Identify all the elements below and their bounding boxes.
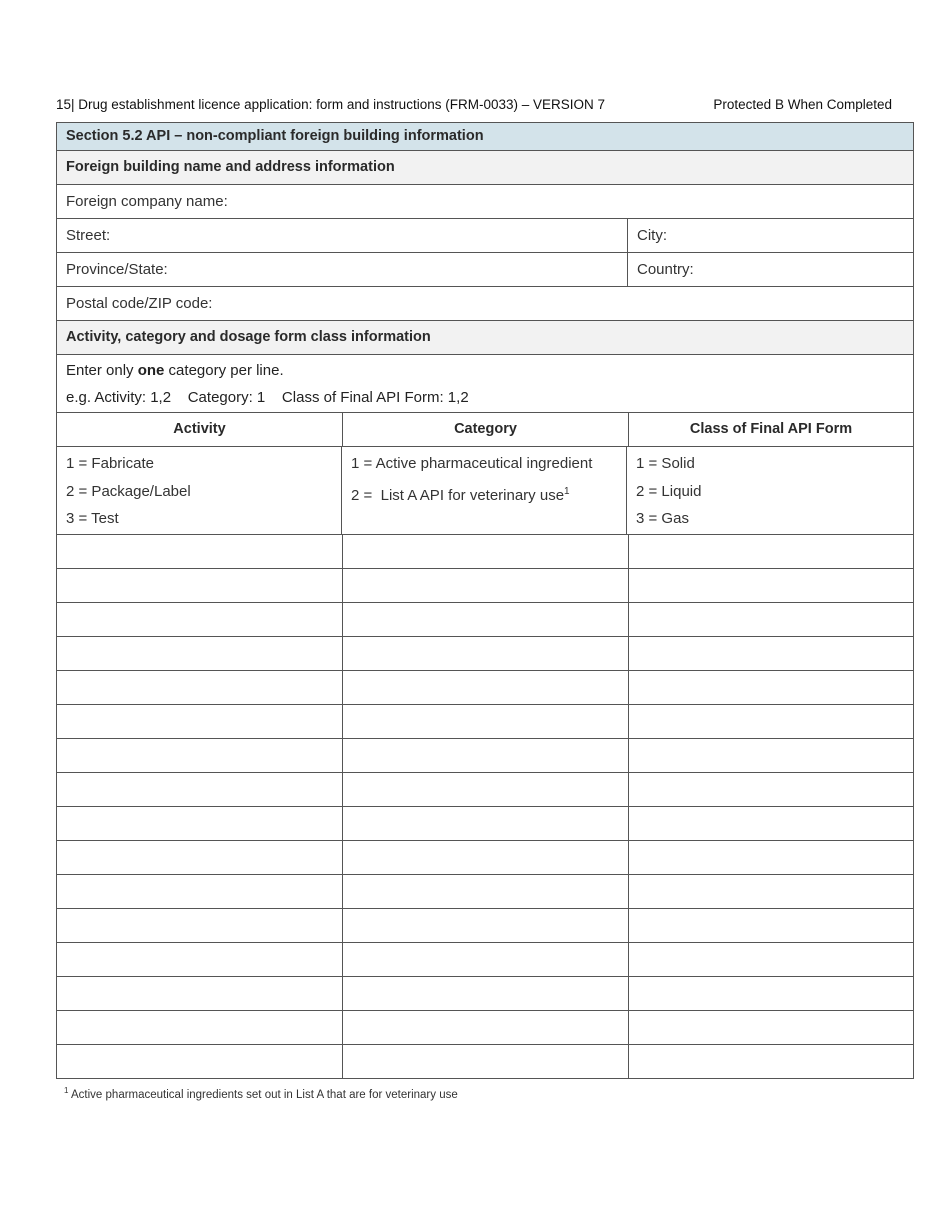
province-country-row [57,253,913,287]
class-entry-cell[interactable] [629,603,913,636]
instruction-text-end: category per line. [164,362,284,379]
class-code: 2 = Liquid [636,482,702,500]
table-row [57,535,913,569]
category-entry-cell[interactable] [343,637,629,670]
footnote-reference: 1 [564,485,570,497]
table-row [57,603,913,637]
class-entry-cell[interactable] [629,943,913,976]
category-code: 2 = List A API for veterinary use [351,486,565,504]
class-entry-cell[interactable] [629,977,913,1010]
activity-entry-cell[interactable] [57,603,343,636]
street-city-row [57,219,913,253]
activity-entry-cell[interactable] [57,875,343,908]
section-title: Section 5.2 API – non-compliant foreign building information [57,123,913,151]
instruction-text: Enter only [66,362,138,379]
category-entry-cell[interactable] [343,671,629,704]
column-header-activity: Activity [57,413,343,446]
country-label: Country: [637,261,694,278]
class-entry-cell[interactable] [629,1045,913,1078]
table-row [57,1011,913,1045]
category-entry-cell[interactable] [343,1045,629,1078]
column-header-category: Category [343,413,629,446]
table-row [57,807,913,841]
header-document-title: 15| Drug establishment licence application: form and instructions (FRM-0033) – VERSION 7 [56,97,605,112]
table-row [57,739,913,773]
street-label: Street: [66,227,111,244]
class-entry-cell[interactable] [629,841,913,874]
category-codes [342,447,627,534]
footnote-text: Active pharmaceutical ingredients set out in List A that are for veterinary use [68,1088,458,1101]
activity-entry-cell[interactable] [57,1011,343,1044]
table-row [57,671,913,705]
activity-entry-cell[interactable] [57,705,343,738]
instructions [57,355,913,413]
table-row [57,909,913,943]
province-label: Province/State: [66,261,168,278]
table-row [57,841,913,875]
entry-rows [57,535,913,1079]
category-entry-cell[interactable] [343,807,629,840]
street-field[interactable] [57,219,628,252]
activity-entry-cell[interactable] [57,773,343,806]
table-row [57,705,913,739]
activity-code: 1 = Fabricate [66,455,154,472]
code-legend-row [57,447,913,535]
footnote [64,1086,458,1101]
activity-entry-cell[interactable] [57,637,343,670]
activity-entry-cell[interactable] [57,943,343,976]
category-entry-cell[interactable] [343,943,629,976]
table-header-row [57,413,913,447]
table-row [57,977,913,1011]
city-label: City: [637,227,667,244]
country-field[interactable] [628,253,913,286]
activity-entry-cell[interactable] [57,807,343,840]
category-entry-cell[interactable] [343,535,629,568]
city-field[interactable] [628,219,913,252]
class-entry-cell[interactable] [629,739,913,772]
category-entry-cell[interactable] [343,739,629,772]
building-info-heading: Foreign building name and address information [57,151,913,185]
page-header [56,97,892,115]
category-entry-cell[interactable] [343,705,629,738]
activity-entry-cell[interactable] [57,977,343,1010]
category-code-line [351,478,626,510]
class-entry-cell[interactable] [629,637,913,670]
postal-code-label: Postal code/ZIP code: [66,295,213,312]
footnote-marker: 1 [64,1086,69,1095]
foreign-company-name-field[interactable] [57,185,913,219]
class-code: 1 = Solid [636,455,695,472]
activity-code: 3 = Test [66,510,119,527]
class-entry-cell[interactable] [629,875,913,908]
header-protection-label: Protected B When Completed [713,97,892,112]
class-entry-cell[interactable] [629,1011,913,1044]
table-row [57,637,913,671]
category-entry-cell[interactable] [343,1011,629,1044]
class-entry-cell[interactable] [629,569,913,602]
class-entry-cell[interactable] [629,705,913,738]
class-entry-cell[interactable] [629,909,913,942]
category-entry-cell[interactable] [343,875,629,908]
category-entry-cell[interactable] [343,603,629,636]
table-row [57,1045,913,1079]
class-entry-cell[interactable] [629,807,913,840]
category-entry-cell[interactable] [343,773,629,806]
table-row [57,875,913,909]
table-row [57,943,913,977]
class-code: 3 = Gas [636,510,689,527]
activity-entry-cell[interactable] [57,739,343,772]
table-row [57,569,913,603]
activity-entry-cell[interactable] [57,1045,343,1078]
activity-entry-cell[interactable] [57,841,343,874]
postal-code-field[interactable] [57,287,913,321]
class-entry-cell[interactable] [629,535,913,568]
class-codes [627,447,913,534]
activity-entry-cell[interactable] [57,671,343,704]
category-entry-cell[interactable] [343,909,629,942]
category-entry-cell[interactable] [343,977,629,1010]
activity-entry-cell[interactable] [57,535,343,568]
category-code: 1 = Active pharmaceutical ingredient [351,455,593,472]
column-header-class: Class of Final API Form [689,421,853,437]
activity-entry-cell[interactable] [57,909,343,942]
example-line: e.g. Activity: 1,2 Category: 1 Class of Final API Form: 1,2 [66,389,469,406]
class-entry-cell[interactable] [629,773,913,806]
activity-info-heading: Activity, category and dosage form class information [57,321,913,355]
province-field[interactable] [57,253,628,286]
foreign-company-name-label: Foreign company name: [66,193,228,210]
class-entry-cell[interactable] [629,671,913,704]
category-entry-cell[interactable] [343,569,629,602]
activity-code: 2 = Package/Label [66,482,191,500]
activity-codes [57,447,342,534]
foreign-building-form [56,122,914,1079]
instruction-line [66,357,913,384]
instruction-emphasis: one [137,362,165,379]
table-row [57,773,913,807]
category-entry-cell[interactable] [343,841,629,874]
activity-entry-cell[interactable] [57,569,343,602]
